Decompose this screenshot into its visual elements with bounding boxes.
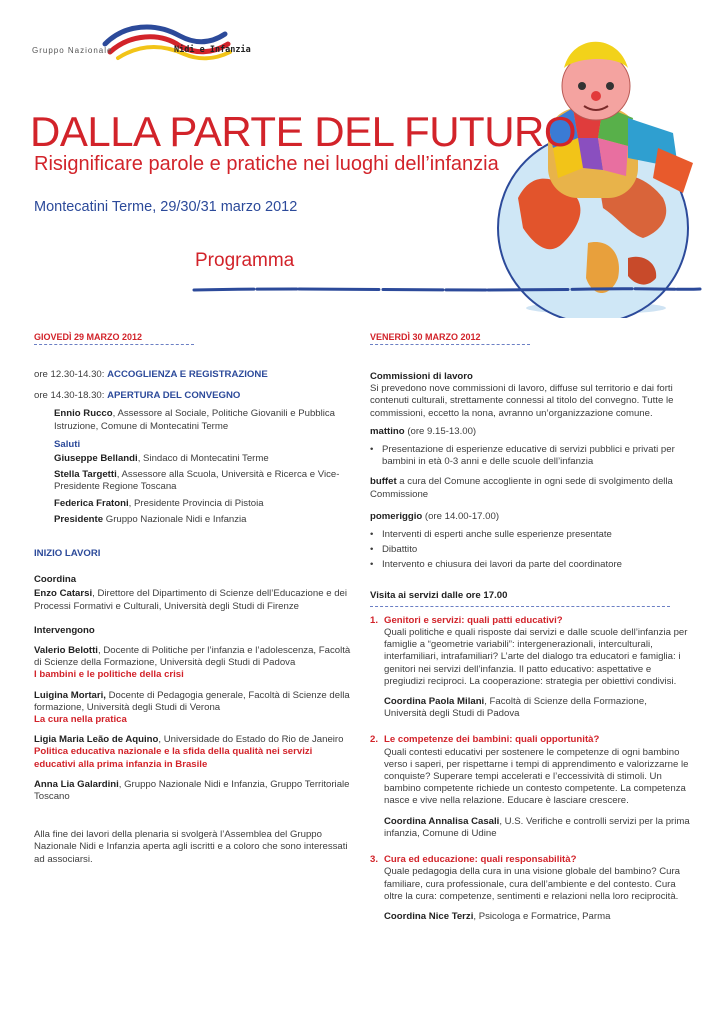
q1-text: Quali politiche e quali risposte dai servizi e dalle scuole dell’infanzia per famiglie a “geometrie variabili”: intergenerazionali, interculturali, interfamiliari, intrafamiliari? L’arte del dialogo tra educatori e famiglia: i genitori nei servizi dell’infanzia. Il patto educativo: aspettative e pregiudizi reciproci. La cooperazione: strategia per obiettivi condivisi. bbox=[384, 627, 688, 687]
q2-coord-role: , U.S. Verifiche e controlli servizi per la prima infanzia, Comune di Udine bbox=[384, 815, 690, 839]
targetti-role: , Assessore alla Scuola, Università e Ricerca e Vice-Presidente Regione Toscana bbox=[54, 469, 340, 493]
logo-name: Nidi e Infanzia bbox=[174, 45, 251, 55]
q3-coord-role: , Psicologa e Formatrice, Parma bbox=[473, 910, 611, 922]
commissioni-text: Si prevedono nove commissioni di lavoro, diffuse sul territorio e dai forti contenuti culturali, strettamente connessi al titolo del convegno. Tutte le commissioni, eccetto la nona, avranno un’organizzazione comune. bbox=[370, 383, 674, 419]
belotti-name: Valerio Belotti bbox=[34, 645, 98, 657]
speaker-targetti bbox=[34, 469, 356, 493]
belotti-role: , Docente di Politiche per l’infanzia e l’adolescenza, Facoltà di Scienze della Formazione, Università degli Studi di Padova bbox=[34, 645, 351, 669]
brush-stroke-divider bbox=[192, 283, 702, 297]
buffet-row bbox=[370, 476, 690, 500]
mortari-role: Docente di Pedagogia generale, Facoltà di Scienze della formazione, Università degli Studi di Verona bbox=[34, 689, 350, 713]
presidente-role: Gruppo Nazionale Nidi e Infanzia bbox=[103, 513, 247, 525]
logo-org: Gruppo Nazionale bbox=[32, 46, 113, 55]
slot-apertura bbox=[34, 390, 356, 402]
speaker-fratoni bbox=[34, 498, 356, 510]
q3-coord bbox=[384, 911, 690, 923]
mattino-label: mattino bbox=[370, 425, 405, 437]
rucco-name: Ennio Rucco bbox=[54, 408, 113, 420]
thursday-heading: GIOVEDÌ 29 MARZO 2012 bbox=[34, 332, 143, 342]
pomeriggio-row bbox=[370, 511, 690, 523]
belotti-talk: I bambini e le politiche della crisi bbox=[34, 669, 184, 681]
fratoni-role: , Presidente Provincia di Pistoia bbox=[128, 497, 264, 509]
presidente-name: Presidente bbox=[54, 513, 104, 525]
rucco-role: , Assessore al Sociale, Politiche Giovanili e Pubblica Istruzione, Comune di Montecatini Terme bbox=[54, 408, 336, 432]
speaker-bellandi bbox=[34, 453, 356, 465]
slot1-pre: ore bbox=[34, 369, 48, 380]
q2-title: Le competenze dei bambini: quali opportunità? bbox=[384, 734, 600, 746]
aquino-talk: Politica educativa nazionale e la sfida della qualità nei servizi educativi alla prima infanzia in Brasile bbox=[34, 746, 313, 770]
slot2-label: APERTURA DEL CONVEGNO bbox=[107, 390, 241, 402]
q1-title: Genitori e servizi: quali patti educativi? bbox=[384, 614, 563, 626]
slot2-time: 14.30-18.30: bbox=[50, 390, 105, 402]
commission-1 bbox=[370, 615, 690, 721]
visita-divider bbox=[370, 606, 670, 607]
buffet-text: a cura del Comune accogliente in ogni sede di svolgimento della Commissione bbox=[370, 476, 673, 500]
page-title: DALLA PARTE DEL FUTURO bbox=[30, 108, 577, 155]
q1-coord-role: , Facoltà di Scienze della Formazione, Università degli Studi di Padova bbox=[384, 696, 647, 720]
coordina-text: Coordina bbox=[34, 574, 77, 586]
pomeriggio-time: (ore 14.00-17.00) bbox=[422, 510, 500, 522]
mattino-time: (ore 9.15-13.00) bbox=[404, 425, 477, 437]
logo bbox=[32, 22, 272, 72]
pom-item: • Intervento e chiusura dei lavori da parte del coordinatore bbox=[370, 559, 690, 571]
commission-3 bbox=[370, 854, 690, 923]
left-column bbox=[34, 332, 356, 866]
right-column bbox=[370, 332, 690, 923]
slot1-label: ACCOGLIENZA E REGISTRAZIONE bbox=[107, 369, 268, 380]
speaker-presidente bbox=[34, 514, 356, 526]
q3-coord-name: Coordina Nice Terzi bbox=[384, 910, 474, 922]
speaker-belotti bbox=[34, 645, 356, 669]
slot-accoglienza bbox=[34, 369, 356, 381]
slot1-time: 12.30-14.30: bbox=[50, 369, 105, 380]
inizio-lavori-heading: INIZIO LAVORI bbox=[34, 548, 101, 560]
mattino-row bbox=[370, 426, 690, 438]
speaker-galardini bbox=[34, 779, 356, 803]
q2-text: Quali contesti educativi per sostenere le competenze di ogni bambino verso i saperi, per rispettarne i tempi di apprendimento e valorizzarne le conquiste? Superare tempi accelerati e l’eccessività di stimoli. Un bambino competente richiede un contesto competente. La competenza nasce e vive nella relazione. Educare è lasciare crescere. bbox=[384, 746, 689, 807]
friday-divider bbox=[370, 344, 530, 345]
q3-number: 3. bbox=[370, 854, 379, 866]
catarsi-role: , Direttore del Dipartimento di Scienze dell’Educazione e dei Processi Formativi e Culturali, Università degli Studi di Firenze bbox=[34, 588, 348, 612]
speaker-catarsi bbox=[34, 588, 356, 612]
q1-number: 1. bbox=[370, 614, 379, 626]
pom-item: • Interventi di esperti anche sulle esperienze presentate bbox=[370, 529, 690, 541]
slot2-pre: ore bbox=[34, 390, 48, 402]
visita-heading bbox=[370, 590, 690, 602]
q2-number: 2. bbox=[370, 734, 379, 746]
comm-title-text: Commissioni di lavoro bbox=[370, 371, 473, 382]
place-date: Montecatini Terme, 29/30/31 marzo 2012 bbox=[34, 199, 298, 215]
aquino-name: Ligia Maria Leão de Aquino bbox=[34, 734, 159, 746]
aquino-role: , Universidade do Estado do Rio de Janeiro bbox=[158, 734, 344, 746]
q2-coord-name: Coordina Annalisa Casali bbox=[384, 815, 500, 827]
targetti-name: Stella Targetti bbox=[54, 469, 117, 481]
q1-coord-name: Coordina Paola Milani bbox=[384, 696, 485, 708]
galardini-name: Anna Lia Galardini bbox=[34, 778, 119, 790]
globe-child-illustration bbox=[478, 28, 718, 318]
galardini-role: , Gruppo Nazionale Nidi e Infanzia, Gruppo Territoriale Toscano bbox=[34, 778, 350, 803]
bellandi-name: Giuseppe Bellandi bbox=[54, 453, 138, 465]
buffet-label: buffet bbox=[370, 476, 397, 488]
q3-text: Quale pedagogia della cura in una visione globale del bambino? Cura familiare, cura professionale, cura dell’ambiente e del contesto. Cura oltre la cura: competenze, sentimenti e relazioni nella loro reciprocità. bbox=[384, 866, 681, 902]
mortari-name: Luigina Mortari, bbox=[34, 689, 106, 701]
speaker-rucco bbox=[34, 408, 356, 432]
bellandi-role: , Sindaco di Montecatini Terme bbox=[137, 453, 269, 465]
intervengono-text: Intervengono bbox=[34, 624, 95, 636]
saluti-label: Saluti bbox=[54, 438, 81, 450]
mattino-item: • Presentazione di esperienze educative di servizi pubblici e privati per bambini in età 0-3 anni e delle scuole dell’infanzia bbox=[370, 444, 690, 468]
q3-title: Cura ed educazione: quali responsabilità? bbox=[384, 854, 577, 866]
friday-heading: VENERDÌ 30 MARZO 2012 bbox=[370, 332, 481, 342]
speaker-aquino bbox=[34, 734, 356, 746]
pomeriggio-label: pomeriggio bbox=[370, 510, 423, 522]
commission-2 bbox=[370, 734, 690, 840]
q2-coord bbox=[384, 816, 690, 840]
intervengono-label bbox=[34, 625, 356, 637]
coordina-label bbox=[34, 574, 356, 586]
page-subtitle: Risignificare parole e pratiche nei luoghi dell’infanzia bbox=[34, 153, 499, 175]
programma-heading: Programma bbox=[195, 250, 295, 271]
catarsi-name: Enzo Catarsi bbox=[34, 588, 93, 600]
speaker-mortari bbox=[34, 690, 356, 714]
pom-item: • Dibattito bbox=[370, 544, 690, 556]
commissioni-title bbox=[370, 371, 690, 383]
fratoni-name: Federica Fratoni bbox=[54, 497, 129, 509]
q1-coord bbox=[384, 696, 690, 720]
closing-note: Alla fine dei lavori della plenaria si svolgerà l’Assemblea del Gruppo Nazionale Nidi e Infanzia aperta agli iscritti e a coloro che sono interessati ad associarsi. bbox=[34, 829, 348, 865]
visita-text: Visita ai servizi dalle ore 17.00 bbox=[370, 589, 508, 601]
mortari-talk: La cura nella pratica bbox=[34, 714, 127, 726]
